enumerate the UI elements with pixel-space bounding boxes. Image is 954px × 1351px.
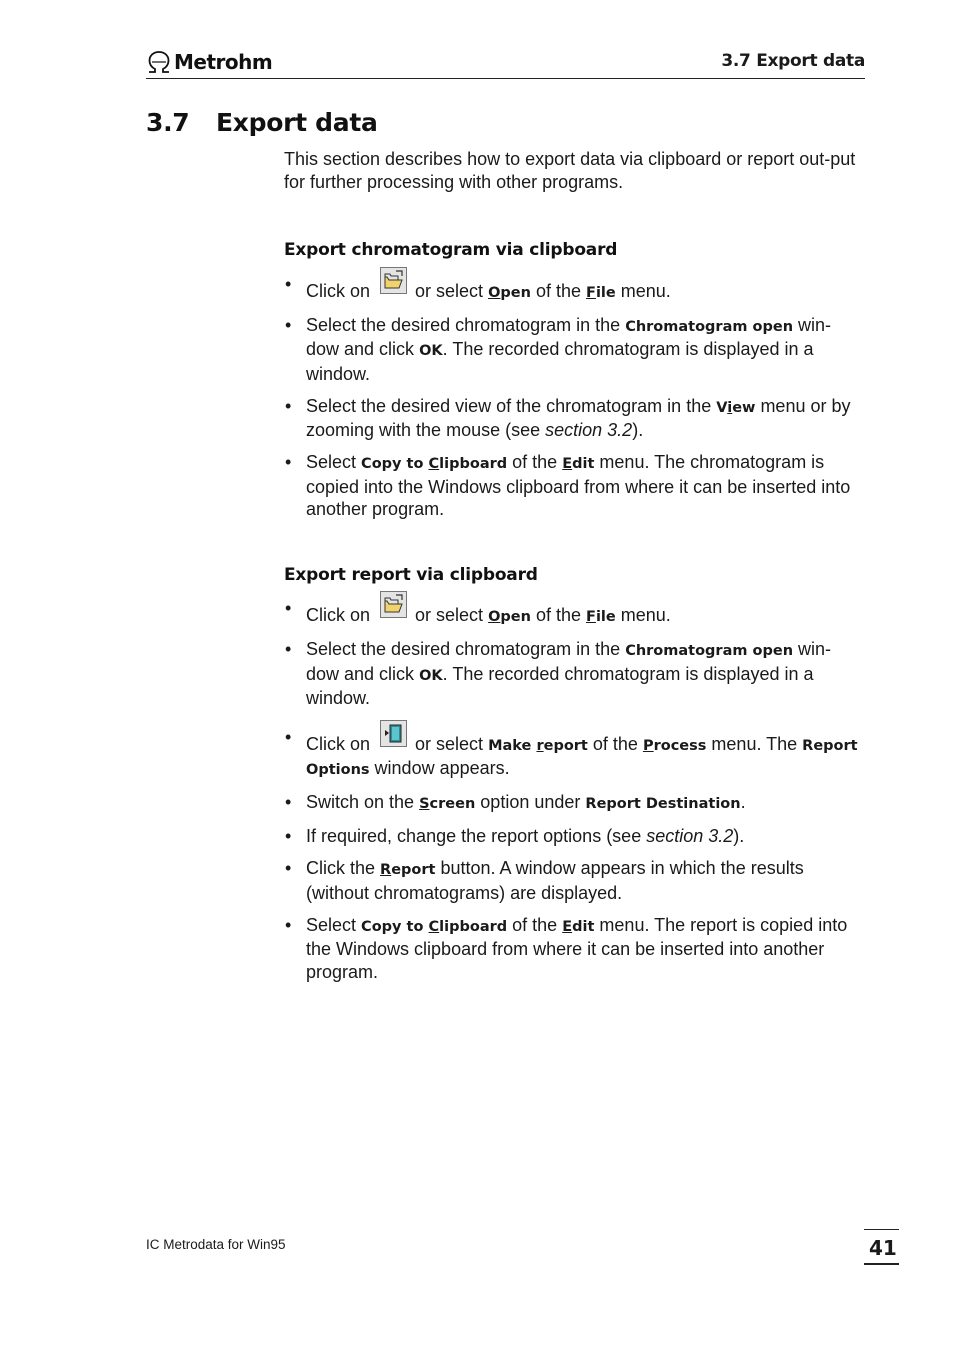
list-item: • Switch on the Screen option under Report Destination. <box>284 791 864 816</box>
list-item: • Select the desired chromatogram in the Chromatogram open win-dow and click OK. The recorded chromatogram is displayed in a window. <box>284 314 864 386</box>
section-title: Export data <box>216 108 378 137</box>
make-report-icon <box>380 720 407 747</box>
list-item: • Click on or select Open of the File menu. <box>284 597 864 629</box>
list-item: • Click the Report button. A window appears in which the results (without chromatograms) are displayed. <box>284 857 864 904</box>
list-item: • Click on or select Open of the File menu. <box>284 273 864 305</box>
page-title <box>146 108 378 137</box>
list-item: • Select Copy to Clipboard of the Edit menu. The report is copied into the Windows clipboard from where it can be inserted into another program. <box>284 914 864 984</box>
main-content <box>284 148 864 993</box>
list-item: • Select the desired chromatogram in the Chromatogram open win-dow and click OK. The recorded chromatogram is displayed in a window. <box>284 638 864 710</box>
open-folder-icon <box>380 267 407 294</box>
steps-list <box>284 597 864 983</box>
list-item: • Select the desired view of the chromatogram in the View menu or by zooming with the mouse (see section 3.2). <box>284 395 864 442</box>
open-folder-icon <box>380 591 407 618</box>
list-item: • Click on or select Make report of the Process menu. The Report Options window appears. <box>284 726 864 782</box>
page-number-box <box>864 1229 899 1265</box>
subsection-heading: Export report via clipboard <box>284 564 538 585</box>
metrohm-logo <box>146 50 272 74</box>
section-number: 3.7 <box>146 108 190 137</box>
list-item: • If required, change the report options (see section 3.2). <box>284 825 864 848</box>
page-number: 41 <box>869 1236 897 1260</box>
subsection-heading: Export chromatogram via clipboard <box>284 240 618 260</box>
page-header <box>146 48 865 79</box>
brand-name: Metrohm <box>174 50 273 74</box>
intro-paragraph: This section describes how to export data via clipboard or report out-put for further processing with other programs. <box>284 149 856 192</box>
header-section-title: 3.7 Export data <box>721 51 865 71</box>
footer-product: IC Metrodata for Win95 <box>146 1237 286 1252</box>
omega-logo-icon <box>146 50 172 74</box>
list-item: • Select Copy to Clipboard of the Edit menu. The chromatogram is copied into the Windows clipboard from where it can be inserted into another program. <box>284 451 864 521</box>
steps-list <box>284 273 864 521</box>
